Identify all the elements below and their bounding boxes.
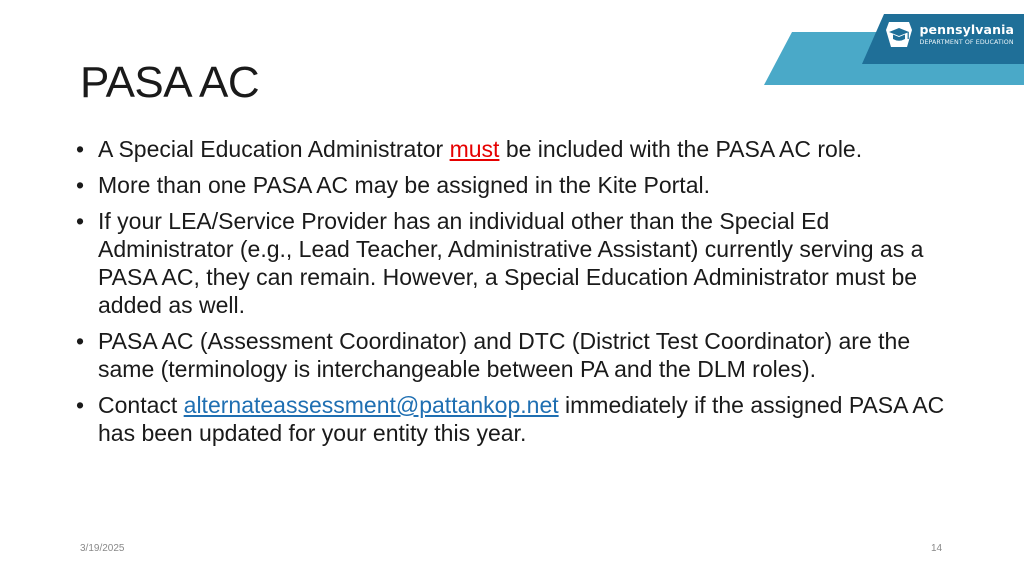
brand-name: pennsylvania (919, 22, 1014, 38)
bullet-contact (72, 391, 952, 447)
bullet-text: immediately if the assigned PASA AC has been updated for your entity this year. (98, 392, 945, 446)
slide-title: PASA AC (80, 58, 260, 107)
bullet-multiple-ac: • More than one PASA AC may be assigned in the Kite Portal. (72, 171, 952, 199)
header-banner (764, 0, 1024, 90)
brand-subtitle: DEPARTMENT OF EDUCATION (919, 38, 1014, 46)
keystone-mortarboard-icon (884, 20, 914, 50)
emphasis-must: must (449, 136, 500, 162)
bullet-other-individual: • If your LEA/Service Provider has an individual other than the Special Ed Administrator (e.g., Lead Teacher, Administrative Assistant) currently serving as a PASA AC, they can remain. However, a Special Education Administrator must be added as well. (72, 207, 952, 319)
brand-text (920, 24, 1015, 46)
bullet-text: Contact (98, 392, 184, 418)
bullet-text: be included with the PASA AC role. (499, 136, 863, 162)
slide-date: 3/19/2025 (80, 543, 125, 554)
bullet-admin-required (72, 135, 952, 163)
bullet-list (72, 135, 952, 455)
slide-page-number: 14 (931, 543, 943, 554)
bullet-terminology: • PASA AC (Assessment Coordinator) and DTC (District Test Coordinator) are the same (terminology is interchangeable between PA and the DLM roles). (72, 327, 952, 383)
contact-email-link[interactable]: alternateassessment@pattankop.net (183, 392, 559, 418)
bullet-text: A Special Education Administrator (98, 136, 450, 162)
pa-education-logo (884, 20, 1015, 50)
